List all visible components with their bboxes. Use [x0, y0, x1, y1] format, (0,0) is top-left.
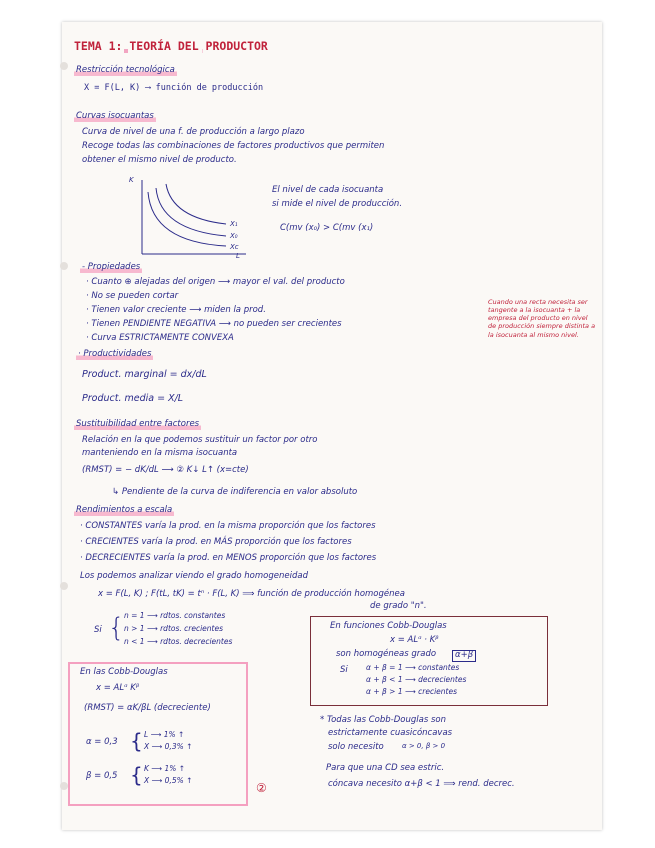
page-number-mark: ②	[256, 781, 267, 795]
returns-item: · CRECIENTES varía la prod. en MÁS proporción que los factores	[80, 537, 352, 547]
box-line: son homogéneas grado	[336, 649, 437, 659]
homogeneity-line: x = F(L, K) ; F(tL, tK) = tⁿ · F(L, K) ⟹ función de producción homogénea	[98, 589, 405, 599]
production-function-line: X = F(L, K) ⟶ función de producción	[84, 83, 264, 93]
punch-hole	[60, 582, 68, 590]
text-line: obtener el mismo nivel de producto.	[82, 155, 237, 165]
returns-item: · CONSTANTES varía la prod. en la misma proporción que los factores	[80, 521, 376, 531]
note-line: * Todas las Cobb-Douglas son	[320, 715, 446, 725]
property-item: · Cuanto ⊕ alejadas del origen ⟶ mayor el val. del producto	[86, 277, 345, 287]
section-heading-productividades: · Productividades	[78, 349, 152, 359]
diagram-note: El nivel de cada isocuanta	[272, 185, 384, 195]
box-rule: α + β < 1 ⟶ decrecientes	[366, 675, 467, 684]
brace: {	[130, 729, 143, 753]
section-heading-rendimientos: Rendimientos a escala	[76, 505, 173, 515]
brace: {	[108, 613, 125, 643]
returns-item: · DECRECIENTES varía la prod. en MENOS proporción que los factores	[80, 553, 377, 563]
note-line: solo necesito	[328, 742, 384, 752]
section-heading-propiedades: - Propiedades	[82, 262, 141, 272]
returns-rule: n < 1 ⟶ rdtos. decrecientes	[124, 637, 233, 646]
marginal-product: Product. marginal = dx/dL	[82, 369, 207, 380]
axis-label-k: K	[129, 176, 134, 184]
note-line: Para que una CD sea estric.	[326, 763, 445, 773]
alpha-value: α = 0,3	[86, 737, 118, 747]
curve-label-x1: X₁	[230, 220, 238, 228]
text-line: Los podemos analizar viendo el grado homogeneidad	[80, 571, 308, 581]
degree-boxed: α+β	[452, 650, 476, 662]
property-item: · No se pueden cortar	[86, 291, 179, 301]
punch-hole	[60, 782, 68, 790]
section-heading-sustituibilidad: Sustituibilidad entre factores	[76, 419, 200, 429]
curve-label-x0: X₀	[230, 232, 238, 240]
property-item: · Tienen PENDIENTE NEGATIVA ⟶ no pueden ser crecientes	[86, 319, 342, 329]
average-product: Product. media = X/L	[82, 393, 184, 404]
rmst-cd-formula: (RMST) = αK/βL (decreciente)	[84, 703, 211, 713]
si-label: Si	[94, 625, 102, 635]
box-line: En funciones Cobb-Douglas	[330, 621, 447, 631]
box-line: En las Cobb-Douglas	[80, 667, 168, 677]
box-rule: α + β > 1 ⟶ crecientes	[366, 687, 457, 696]
returns-rule: n > 1 ⟶ rdtos. crecientes	[124, 624, 224, 633]
curve-label-xc: Xc	[230, 243, 239, 251]
diagram-inequality: C(mv (x₀) > C(mv (x₁)	[280, 223, 374, 233]
beta-effect: K ⟶ 1% ↑	[144, 764, 186, 773]
page-title: TEMA 1: TEORÍA DEL PRODUCTOR	[74, 39, 268, 53]
margin-note: Cuando una recta necesita ser tangente a la isocuanta + la empresa del producto en nivel de producción siempre distinta a la isocuanta al mismo nivel.	[488, 298, 596, 339]
alpha-effect: L ⟶ 1% ↑	[144, 730, 185, 739]
note-line: estrictamente cuasicóncavas	[328, 728, 453, 738]
si-label: Si	[340, 665, 348, 675]
beta-value: β = 0,5	[86, 771, 118, 781]
text-line: Recoge todas las combinaciones de factores productivos que permiten	[82, 141, 385, 151]
section-heading-isocuantas: Curvas isocuantas	[76, 111, 154, 121]
text-line: Curva de nivel de una f. de producción a largo plazo	[82, 127, 305, 137]
text-line: Relación en la que podemos sustituir un factor por otro	[82, 435, 318, 445]
punch-hole	[60, 262, 68, 270]
box-line: x = ALᵅ · Kᵝ	[390, 635, 439, 645]
homogeneity-line: de grado "n".	[370, 601, 427, 611]
isoquant-diagram	[128, 174, 264, 266]
note-condition: α > 0, β > 0	[402, 742, 446, 750]
rmst-note: ↳ Pendiente de la curva de indiferencia en valor absoluto	[112, 487, 358, 497]
property-item: · Tienen valor creciente ⟶ miden la prod.	[86, 305, 266, 315]
diagram-note: si mide el nivel de producción.	[272, 199, 403, 209]
box-line: x = ALᵅ Kᵝ	[96, 683, 140, 693]
punch-hole	[60, 62, 68, 70]
property-item: · Curva ESTRICTAMENTE CONVEXA	[86, 333, 234, 343]
text-line: manteniendo en la misma isocuanta	[82, 448, 238, 458]
beta-effect: X ⟶ 0,5% ↑	[144, 776, 193, 785]
rmst-formula: (RMST) = − dK/dL ⟶ ② K↓ L↑ (x=cte)	[82, 465, 249, 475]
isoquant-curve-xc	[148, 192, 226, 246]
returns-rule: n = 1 ⟶ rdtos. constantes	[124, 611, 226, 620]
axis-label-l: L	[236, 252, 240, 260]
section-heading-restriccion: Restricción tecnológica	[76, 65, 175, 75]
box-rule: α + β = 1 ⟶ constantes	[366, 663, 460, 672]
alpha-effect: X ⟶ 0,3% ↑	[144, 742, 193, 751]
note-line: cóncava necesito α+β < 1 ⟹ rend. decrec.	[328, 779, 515, 789]
isoquant-curve-x1	[166, 184, 226, 224]
brace: {	[130, 763, 143, 787]
